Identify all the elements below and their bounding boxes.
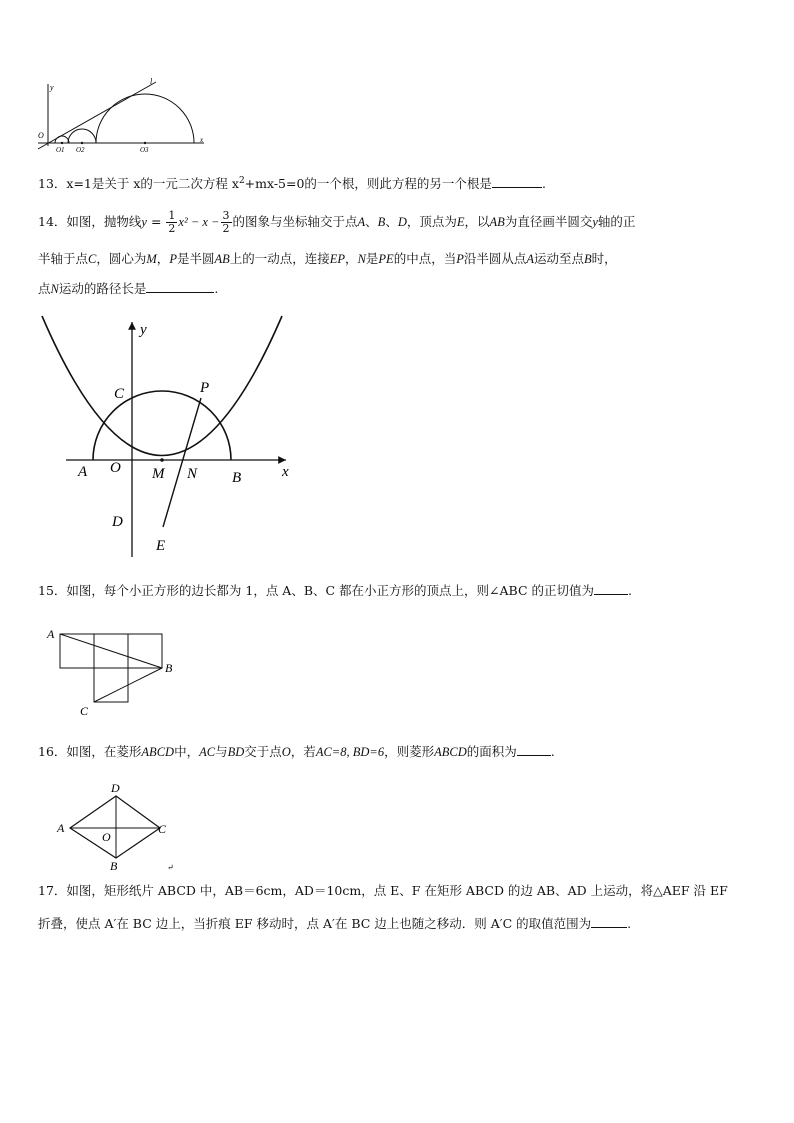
question-13 xyxy=(38,170,546,195)
q14-text: 点 xyxy=(38,281,51,296)
question-15 xyxy=(38,580,632,602)
question-number: 15． xyxy=(38,583,67,598)
label-d: D xyxy=(111,781,120,795)
point-c: C xyxy=(88,252,97,266)
label-a: A xyxy=(47,627,55,641)
q14-text: 上的一动点，连接 xyxy=(229,251,330,266)
question-number: 17． xyxy=(38,883,67,898)
answer-blank[interactable] xyxy=(591,915,627,928)
label-x: x xyxy=(282,464,289,480)
q14-text: 是 xyxy=(365,251,379,266)
segment-ep: EP xyxy=(329,252,346,266)
segment-ep xyxy=(163,398,201,527)
label-b: B xyxy=(232,470,242,486)
segment-ac: AC xyxy=(199,745,216,759)
axis-y: y xyxy=(592,215,598,229)
q14-text: 顶点为 xyxy=(419,214,457,229)
q14-text: 沿半圆从点 xyxy=(463,251,527,266)
center-o1 xyxy=(61,142,63,144)
answer-blank[interactable] xyxy=(517,743,551,756)
question-14-line-3 xyxy=(38,278,218,300)
label-n: N xyxy=(187,466,198,482)
label-b: B xyxy=(110,859,118,872)
separator: 、 xyxy=(385,214,398,229)
figure-grid-tangent xyxy=(44,626,184,718)
q14-text: 的中点，当 xyxy=(393,251,457,266)
label-o3: O3 xyxy=(140,146,149,154)
center-o3 xyxy=(144,142,146,144)
point-b: B xyxy=(377,215,386,229)
rhombus-abcd: ABCD xyxy=(141,745,175,759)
point-a: A xyxy=(357,215,366,229)
label-c: C xyxy=(114,386,125,402)
question-14-line-1 xyxy=(38,210,635,235)
fraction-denominator: 2 xyxy=(168,222,176,235)
q16-text: ，则菱形 xyxy=(384,744,435,759)
q14-text: 运动至点 xyxy=(534,251,585,266)
question-14-line-2 xyxy=(38,248,617,270)
q14-text: ，圆心为 xyxy=(96,251,147,266)
label-p: P xyxy=(200,380,210,396)
label-m: M xyxy=(152,466,165,482)
q16-period: . xyxy=(550,744,555,759)
point-n: N xyxy=(357,252,366,266)
q14-text: 如图，抛物线 xyxy=(66,214,142,229)
semicircle-3 xyxy=(96,94,194,143)
label-y: y xyxy=(140,322,147,338)
question-17-line-1 xyxy=(38,880,728,902)
label-y: y xyxy=(50,83,54,92)
figure-tangent-circles xyxy=(30,76,210,154)
q17-text: 如图，矩形纸片 ABCD 中，AB＝6cm，AD＝10cm，点 E、F 在矩形 ABCD 的边 AB、AD 上运动，将△AEF 沿 EF xyxy=(66,883,728,898)
center-o2 xyxy=(81,142,83,144)
q16-text: 如图，在菱形 xyxy=(66,744,142,759)
q16-condition: AC=8, BD=6 xyxy=(315,745,385,759)
label-d: D xyxy=(112,514,123,530)
q14-text: 轴的正 xyxy=(597,214,636,229)
q15-text: 如图，每个小正方形的边长都为 1，点 A、B、C 都在小正方形的顶点上，则∠ABC 的正切值为 xyxy=(66,583,595,598)
q14-text: 为直径画半圆交 xyxy=(504,214,593,229)
label-o: O xyxy=(38,131,44,140)
segment-ab: AB xyxy=(489,215,505,229)
answer-blank[interactable] xyxy=(492,175,542,188)
question-16 xyxy=(38,741,555,763)
q13-text-pre: x=1是关于 x的一元二次方程 x xyxy=(66,176,239,192)
answer-blank[interactable] xyxy=(594,582,628,595)
label-l: l xyxy=(150,77,153,86)
point-a: A xyxy=(526,252,535,266)
segment-pe: PE xyxy=(378,252,394,266)
q17-text: 折叠，使点 A′在 BC 边上，当折痕 EF 移动时，点 A′在 BC 边上也随之移动．则 A′C 的取值范围为 xyxy=(38,916,592,931)
fraction-three-halves xyxy=(221,210,232,235)
fraction-numerator: 1 xyxy=(168,209,176,222)
rhombus-abcd: ABCD xyxy=(434,745,467,759)
figure-rhombus xyxy=(54,780,184,872)
fraction-denominator: 2 xyxy=(222,222,230,235)
q13-period: . xyxy=(541,176,546,192)
label-a: A xyxy=(78,464,88,480)
comma: ， xyxy=(406,214,420,229)
question-number: 14． xyxy=(38,214,67,229)
q13-text-post: +mx-5=0的一个根，则此方程的另一个根是 xyxy=(244,176,492,192)
question-number: 16． xyxy=(38,744,67,759)
q16-text: 交于点 xyxy=(244,744,282,759)
q14-text: 半轴于点 xyxy=(38,251,89,266)
q14-text: 是半圆 xyxy=(176,251,215,266)
point-m xyxy=(160,458,164,462)
figure-parabola-semicircle xyxy=(36,312,298,562)
grid-bottom-square xyxy=(94,668,128,702)
answer-blank[interactable] xyxy=(146,280,214,293)
label-o: O xyxy=(110,460,121,476)
point-p: P xyxy=(169,252,177,266)
q16-text: 中， xyxy=(174,744,200,759)
q13-exponent: 2 xyxy=(238,176,245,186)
fraction-one-half xyxy=(166,210,177,235)
fraction-numerator: 3 xyxy=(222,209,230,222)
semicircle-2 xyxy=(68,129,96,143)
point-n: N xyxy=(50,282,59,296)
question-number: 13． xyxy=(38,176,67,192)
q17-period: . xyxy=(627,916,632,931)
point-o: O xyxy=(281,745,291,759)
equation-middle: x² − x − xyxy=(178,215,220,229)
point-m: M xyxy=(146,252,157,266)
paragraph-mark-icon: ↵ xyxy=(167,863,174,872)
q14-period: . xyxy=(214,281,219,296)
q14-text: 运动的路径长是 xyxy=(58,281,147,296)
point-d: D xyxy=(397,215,407,229)
equation-y: y xyxy=(141,215,147,229)
label-e: E xyxy=(156,538,166,554)
label-x: x xyxy=(200,136,204,144)
question-17-line-2 xyxy=(38,913,631,935)
label-a: A xyxy=(57,821,65,835)
point-e: E xyxy=(456,215,465,229)
label-c: C xyxy=(80,704,89,718)
q15-period: . xyxy=(628,583,632,598)
label-o: O xyxy=(102,830,111,844)
point-p: P xyxy=(456,252,464,266)
q16-text: ，若 xyxy=(290,744,316,759)
equation-equals: = xyxy=(146,214,166,229)
separator: 、 xyxy=(365,214,378,229)
segment-bd: BD xyxy=(227,745,245,759)
rhombus-outline xyxy=(70,796,160,858)
label-c: C xyxy=(158,822,167,836)
parabola-curve xyxy=(42,316,282,456)
label-b: B xyxy=(165,661,173,675)
point-b: B xyxy=(584,252,592,266)
q14-text: 时， xyxy=(591,251,617,266)
q16-text: 的面积为 xyxy=(466,744,517,759)
segment-ab xyxy=(60,634,162,668)
comma: ， xyxy=(345,251,358,266)
label-o2: O2 xyxy=(76,146,85,154)
segment-ab: AB xyxy=(214,252,230,266)
comma: ， xyxy=(156,251,170,266)
q14-text: 的图象与坐标轴交于点 xyxy=(232,214,358,229)
q16-text: 与 xyxy=(215,744,228,759)
label-o1: O1 xyxy=(56,146,65,154)
q14-text: ，以 xyxy=(464,214,490,229)
